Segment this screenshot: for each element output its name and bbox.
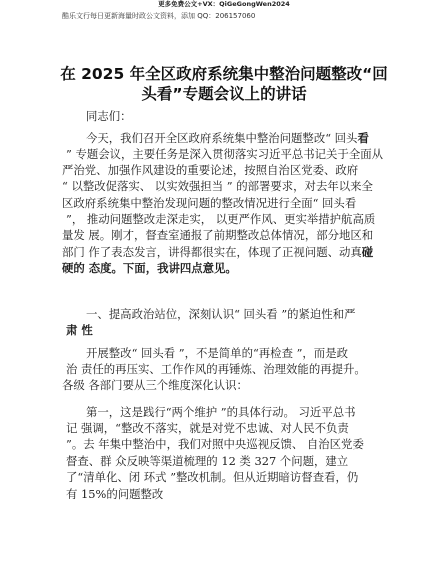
paragraph-line: ”。去 年集中整治中，我们对照中央巡视反馈、 自治区党委 [66, 437, 364, 451]
paragraph-line [62, 245, 373, 260]
section-heading-line: 肃 性 [66, 323, 93, 337]
paragraph-line: 区政府系统集中整治发现问题的整改情况进行全面“ 回头看 [62, 196, 357, 210]
paragraph-line: 量发 展。刚才，督查室通报了前期整改总体情况，部分地区和 [62, 228, 374, 242]
text-span: 今天，我们召开全区政府系统集中整治问题整改“ 回头 [86, 131, 358, 145]
paragraph-line [62, 261, 237, 276]
paragraph-line: 督查、群 众反映等渠道梳理的 12 类 327 个问题，建立 [66, 454, 349, 468]
paragraph-line: “ 以整改促落实、 以实效强担当 ” 的部署要求，对去年以来全 [62, 179, 373, 193]
page-title-line-2: 头看”专题会议上的讲话 [141, 85, 307, 103]
paragraph-line: 了“清单化、闭 环式 ”整改机制。但从近期暗访督查看，仍 [66, 470, 359, 484]
paragraph-line: 有 15%的问题整改 [66, 487, 164, 501]
paragraph-line: 治 责任的再压实、工作作风的再锤炼、治理效能的再提升。 [66, 362, 366, 376]
paragraph-line: 记 强调，“整改不落实，就是对党不忠诚、对人民不负责 [66, 421, 349, 435]
section-heading-line: 一、提高政治站位，深刻认识“ 回头看 ”的紧迫性和严 [86, 307, 356, 321]
text-span: 部门 作了表态发言，讲得都很实在，体现了正视问题、动真 [62, 245, 362, 259]
paragraph-line: 第一，这是践行“两个维护 ”的具体行动。 习近平总书 [86, 405, 356, 419]
paragraph-line: 严治党、加强作风建设的重要论述，按照自治区党委、政府 [62, 163, 359, 177]
paragraph-line: ” 专题会议，主要任务是深入贯彻落实习近平总书记关于全面从 [66, 147, 383, 161]
bold-span: 碰 [361, 245, 374, 259]
paragraph-line: 各级 各部门要从三个维度深化认识： [62, 378, 248, 392]
bold-span: 看 [357, 131, 369, 145]
header-line: 酷乐文行每日更新海量时政公文资料，添加 QQ：206157060 [62, 12, 256, 20]
paragraph-line: 开展整改“ 回头看 ”，不是简单的“再检查 ”，而是政 [86, 346, 348, 360]
salutation: 同志们： [86, 109, 132, 123]
paragraph-line: ”， 推动问题整改走深走实， 以更严作风、更实举措护航高质 [66, 212, 376, 226]
bold-span: 硬的 态度。下面，我讲四点意见。 [62, 261, 237, 275]
page-title-line-1: 在 2025 年全区政府系统集中整治问题整改“回 [60, 65, 388, 83]
paragraph-line [86, 131, 369, 146]
top-banner: 更多免费公文+VX：QiGeGongWen2024 [158, 0, 290, 8]
